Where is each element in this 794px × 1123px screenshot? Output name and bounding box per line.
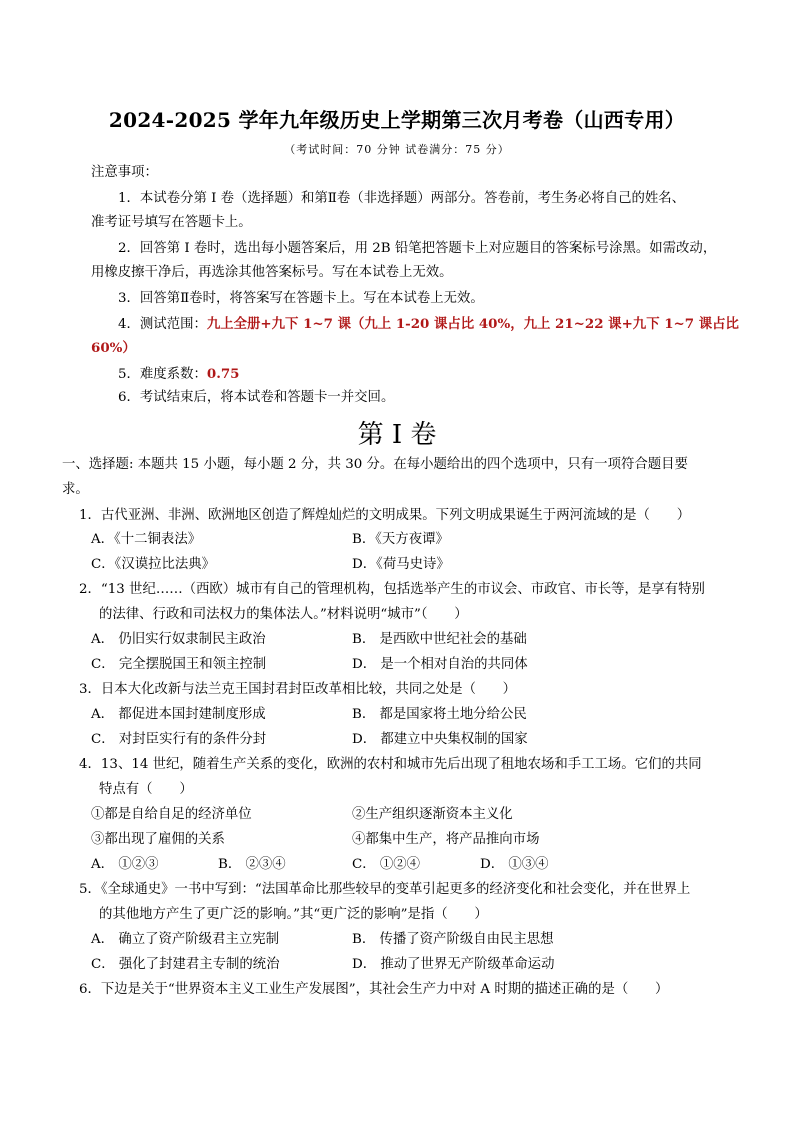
question-3-option-c[interactable]: C． 对封臣实行有的条件分封 — [91, 732, 267, 747]
question-1-option-a[interactable]: A．《十二铜表法》 — [91, 532, 202, 547]
question-4-stem-line-2: 特点有（ ） — [99, 782, 193, 797]
note-4-line-1 — [118, 315, 739, 334]
note-4-scope: 九上全册+九下 1~7 课（九上 1-20 课占比 40%，九上 21~22 课+九下 1~7 课占比 — [206, 316, 739, 332]
note-2-line-2: 用橡皮擦干净后，再选涂其他答案标号。写在本试卷上无效。 — [91, 265, 453, 280]
note-1-line-2: 准考证号填写在答题卡上。 — [91, 215, 252, 230]
note-6: 6．考试结束后，将本试卷和答题卡一并交回。 — [118, 390, 395, 405]
notes-heading: 注意事项： — [91, 165, 158, 180]
note-2-line-1: 2．回答第 I 卷时，选出每小题答案后，用 2B 铅笔把答题卡上对应题目的答案标号涂黑。如需改动， — [118, 241, 717, 256]
question-1-option-c[interactable]: C．《汉谟拉比法典》 — [91, 557, 216, 572]
section-title: 第 I 卷 — [357, 420, 437, 450]
question-5-stem-line-1: 5．《全球通史》一书中写到：“法国革命比那些较早的变革引起更多的经济变化和社会变化，并在世界上 — [79, 882, 691, 897]
note-5-value: 0.75 — [206, 366, 240, 382]
question-1-option-d[interactable]: D．《荷马史诗》 — [352, 557, 450, 572]
note-1-line-1: 1．本试卷分第 I 卷（选择题）和第Ⅱ卷（非选择题）两部分。答卷前，考生务必将自己的姓名、 — [118, 191, 686, 206]
question-5-option-a[interactable]: A． 确立了资产阶级君主立宪制 — [91, 932, 280, 947]
part1-intro-line-1: 一、选择题: 本题共 15 小题，每小题 2 分，共 30 分。在每小题给出的四个选项中，只有一项符合题目要 — [62, 457, 688, 472]
question-3-stem: 3．日本大化改新与法兰克王国封君封臣改革相比较，共同之处是（ ） — [79, 682, 517, 697]
part1-intro-line-2: 求。 — [62, 482, 89, 497]
question-2-option-b[interactable]: B． 是西欧中世纪社会的基础 — [352, 632, 527, 647]
note-4-prefix: 4．测试范围： — [118, 317, 207, 332]
exam-title: 2024-2025 学年九年级历史上学期第三次月考卷（山西专用） — [108, 108, 686, 132]
note-3: 3．回答第Ⅱ卷时，将答案写在答题卡上。写在本试卷上无效。 — [118, 291, 484, 306]
note-5-prefix: 5．难度系数： — [118, 367, 207, 382]
question-4-item-4: ④都集中生产，将产品推向市场 — [352, 832, 540, 847]
note-5 — [118, 365, 240, 384]
question-4-stem-line-1: 4．13、14 世纪，随着生产关系的变化，欧洲的农村和城市先后出现了租地农场和手工工场。它们的共同 — [79, 757, 702, 772]
question-1-option-b[interactable]: B．《天方夜谭》 — [352, 532, 449, 547]
question-4-option-d[interactable]: D． ①③④ — [480, 857, 549, 872]
question-2-stem-line-1: 2．“13 世纪……（西欧）城市有自己的管理机构，包括选举产生的市议会、市政官、市长等，是享有特别 — [79, 582, 705, 597]
question-5-option-c[interactable]: C． 强化了封建君主专制的统治 — [91, 957, 280, 972]
note-4-line-2: 60%） — [91, 340, 136, 356]
question-4-option-a[interactable]: A． ①②③ — [91, 857, 159, 872]
question-2-option-c[interactable]: C． 完全摆脱国王和领主控制 — [91, 657, 267, 672]
question-5-stem-line-2: 的其他地方产生了更广泛的影响。”其“更广泛的影响”是指（ ） — [99, 907, 488, 922]
question-5-option-d[interactable]: D． 推动了世界无产阶级革命运动 — [352, 957, 555, 972]
question-3-option-a[interactable]: A． 都促进本国封建制度形成 — [91, 707, 266, 722]
question-4-option-b[interactable]: B． ②③④ — [218, 857, 286, 872]
question-4-option-c[interactable]: C． ①②④ — [352, 857, 421, 872]
exam-subtitle: （考试时间：70 分钟 试卷满分：75 分） — [284, 143, 510, 156]
question-2-option-a[interactable]: A． 仍旧实行奴隶制民主政治 — [91, 632, 266, 647]
question-1-stem: 1．古代亚洲、非洲、欧洲地区创造了辉煌灿烂的文明成果。下列文明成果诞生于两河流域的是（ ） — [79, 508, 691, 523]
question-2-option-d[interactable]: D． 是一个相对自治的共同体 — [352, 657, 528, 672]
question-5-option-b[interactable]: B． 传播了资产阶级自由民主思想 — [352, 932, 554, 947]
question-3-option-b[interactable]: B． 都是国家将土地分给公民 — [352, 707, 527, 722]
question-3-option-d[interactable]: D． 都建立中央集权制的国家 — [352, 732, 528, 747]
question-4-item-2: ②生产组织逐渐资本主义化 — [352, 807, 513, 822]
question-4-item-3: ③都出现了雇佣的关系 — [91, 832, 225, 847]
question-4-item-1: ①都是自给自足的经济单位 — [91, 807, 252, 822]
question-6-stem: 6．下边是关于“世界资本主义工业生产发展图”，其社会生产力中对 A 时期的描述正确的是（ ） — [79, 982, 669, 997]
question-2-stem-line-2: 的法律、行政和司法权力的集体法人。”材料说明“城市”（ ） — [99, 607, 468, 622]
